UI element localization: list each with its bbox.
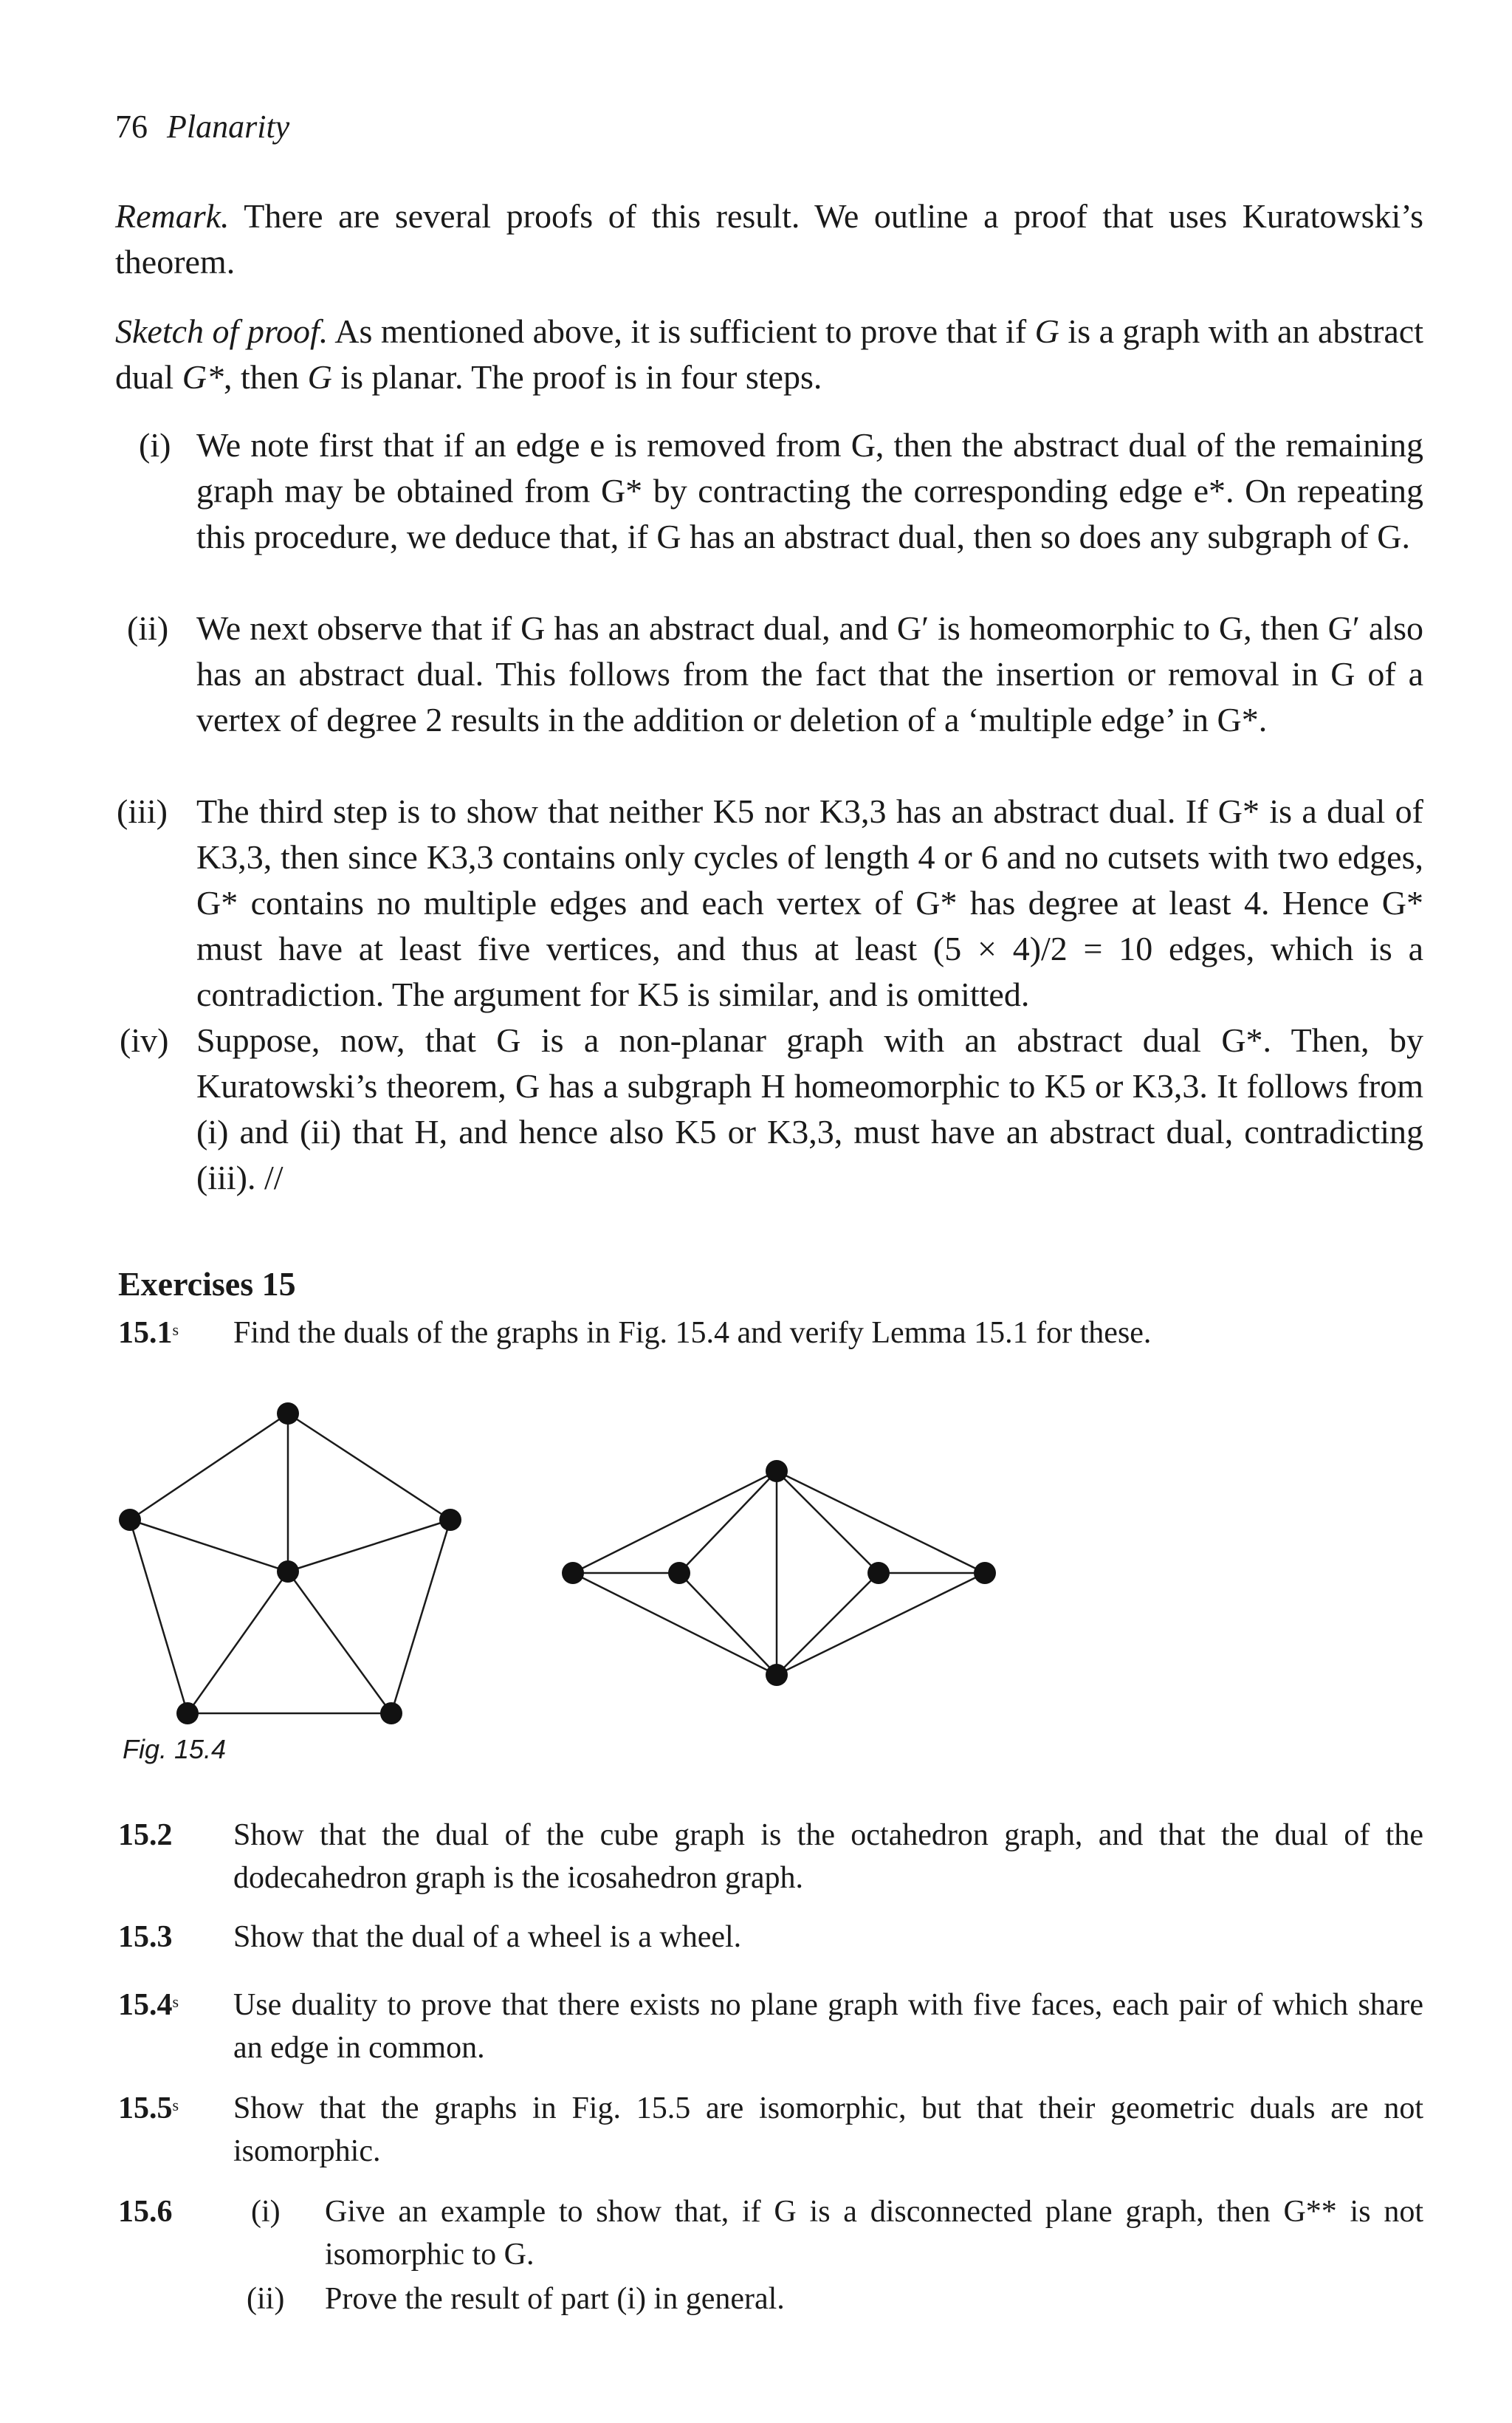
exercise-number: 15.6	[118, 2195, 173, 2229]
step-text: We next observe that if G has an abstract dual, and G′ is homeomorphic to G, then G′ also has an abstract dual. This follows from the fact that the insertion or removal in G of a vertex of degree 2 results in the addition or deletion of a ‘multiple edge’ in G*.	[196, 609, 1423, 738]
vertex	[439, 1509, 461, 1531]
exercise-text: Find the duals of the graphs in Fig. 15.4 and verify Lemma 15.1 for these.	[233, 1316, 1152, 1350]
exercise-number: 15.2	[118, 1818, 173, 1852]
exercise-number: 15.1$^s$	[118, 1316, 179, 1350]
exercise-15-6	[0, 2190, 1512, 2323]
vertex	[380, 1702, 402, 1724]
step-text: We note first that if an edge e is removed from G, then the abstract dual of the remaining graph may be obtained from G* by contracting the corresponding edge e*. On repeating this procedure, we deduce that, if G has an abstract dual, then so does any subgraph of G.	[196, 426, 1423, 555]
remark-text: There are several proofs of this result. We outline a proof that uses Kuratowski’s theorem.	[115, 197, 1423, 281]
exercise-text: Show that the graphs in Fig. 15.5 are isomorphic, but that their geometric duals are not isomorphic.	[233, 2091, 1423, 2168]
step-number: (ii)	[127, 609, 169, 647]
exercise-number: 15.5$^s$	[118, 2091, 179, 2125]
vertex	[562, 1562, 584, 1584]
sketch-text-c: , then	[223, 358, 308, 396]
exercises-heading: Exercises 15	[118, 1265, 296, 1303]
exercise-number: 15.3	[118, 1920, 173, 1954]
sketch-text-a: As mentioned above, it is sufficient to prove that if	[328, 312, 1035, 350]
vertex	[176, 1702, 199, 1724]
part-number: (ii)	[247, 2282, 285, 2316]
sketch-var-g2: G	[307, 358, 332, 396]
vertex	[766, 1460, 788, 1482]
step-number: (iii)	[117, 792, 168, 830]
exercise-15-2	[0, 1814, 1512, 1902]
step-number: (i)	[139, 426, 171, 464]
sketch-label: Sketch of proof.	[115, 312, 329, 350]
exercise-15-5	[0, 2087, 1512, 2176]
vertex	[974, 1562, 996, 1584]
exercise-text: Use duality to prove that there exists no plane graph with five faces, each pair of which share an edge in common.	[233, 1988, 1423, 2065]
solution-mark: s	[172, 1992, 179, 2011]
vertex	[867, 1562, 890, 1584]
sketch-text-b: is a graph with an abstract dual	[115, 312, 1423, 396]
vertex	[119, 1509, 141, 1531]
exercise-text: Show that the dual of the cube graph is the octahedron graph, and that the dual of the dodecahedron graph is the icosahedron graph.	[233, 1818, 1423, 1895]
graph-right	[573, 1471, 985, 1675]
running-title: Planarity	[167, 109, 290, 145]
page-number: 76	[115, 109, 148, 145]
vertex	[766, 1664, 788, 1686]
vertex	[668, 1562, 690, 1584]
step-text: The third step is to show that neither K5 nor K3,3 has an abstract dual. If G* is a dual of K3,3, then since K3,3 contains only cycles of length 4 or 6 and no cutsets with two edges, G* contains no multiple edges and each vertex of G* has degree at least 4. Hence G* must have at least five vertices, and thus at least (5 × 4)/2 = 10 edges, which is a contradiction. The argument for K5 is similar, and is omitted.	[196, 792, 1423, 1013]
solution-mark: s	[172, 1320, 179, 1339]
sketch-text-d: is planar. The proof is in four steps.	[331, 358, 822, 396]
graph-left-vertices	[119, 1402, 461, 1724]
exercise-number: 15.4$^s$	[118, 1988, 179, 2022]
exercise-text: Show that the dual of a wheel is a wheel.	[233, 1920, 742, 1954]
vertex	[277, 1402, 299, 1425]
part-text: Give an example to show that, if G is a disconnected plane graph, then G** is not isomorphic to G.	[325, 2195, 1423, 2272]
step-text: Suppose, now, that G is a non-planar graph with an abstract dual G*. Then, by Kuratowski’s theorem, G has a subgraph H homeomorphic to K5 or K3,3. It follows from (i) and (ii) that H, and hence also K5 or K3,3, must have an abstract dual, contradicting (iii). //	[196, 1021, 1423, 1196]
exercise-15-4	[0, 1984, 1512, 2072]
remark-label: Remark.	[115, 197, 230, 235]
sketch-var-gstar: G*	[182, 358, 224, 396]
figure-caption: Fig. 15.4	[123, 1734, 227, 1764]
part-text: Prove the result of part (i) in general.	[325, 2282, 785, 2316]
part-number: (i)	[251, 2195, 281, 2229]
exercise-15-3	[0, 1916, 1512, 1960]
step-number: (iv)	[120, 1021, 169, 1059]
solution-mark: s	[172, 2096, 179, 2114]
sketch-var-g: G	[1034, 312, 1059, 350]
vertex	[277, 1560, 299, 1583]
